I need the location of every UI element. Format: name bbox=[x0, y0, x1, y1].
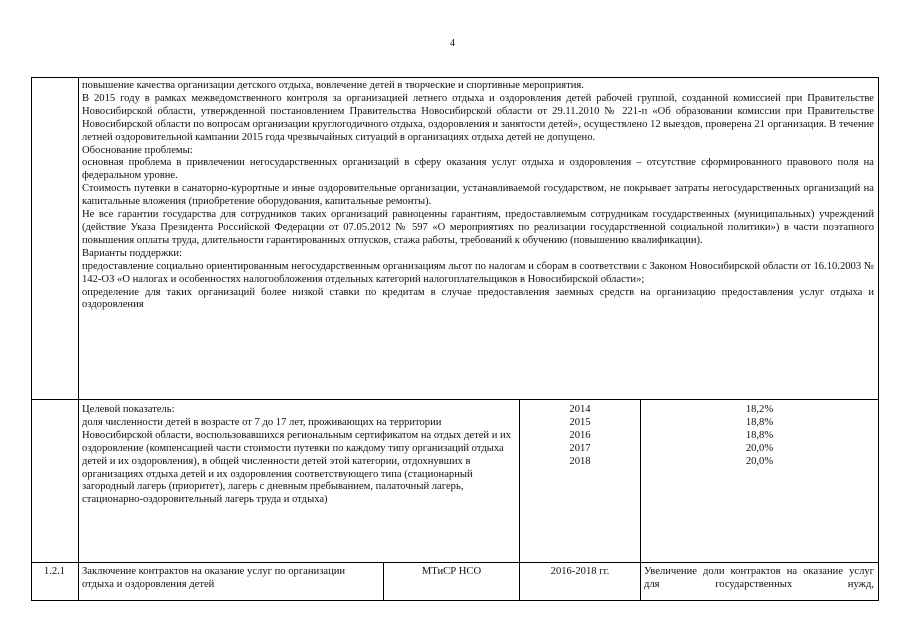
description-paragraph: Варианты поддержки: bbox=[82, 247, 183, 259]
indicator-value: 20,0% bbox=[745, 442, 774, 454]
description-paragraph: Обоснование проблемы: bbox=[82, 144, 193, 156]
table-border-left bbox=[31, 77, 32, 600]
table-col-divider-1 bbox=[78, 77, 79, 600]
indicator-year: 2015 bbox=[569, 416, 591, 428]
indicator-value: 18,2% bbox=[745, 404, 774, 415]
indicator-year: 2017 bbox=[569, 442, 591, 454]
row-period: 2016-2018 гг. bbox=[550, 566, 610, 577]
description-paragraph: предоставление социально ориентированным негосударственным организациям льгот по налогам и сборам в соответствии с Законом Новосибирской области от 16.10.2003 № 142-ОЗ «О налогах и особенностях налогообложения отдельных категорий налогоплательщиков в Новосибирской области»; bbox=[82, 260, 874, 285]
indicator-value: 18,8% bbox=[745, 416, 774, 428]
row-result: Увеличение доли контрактов на оказание услуг для государственных нужд, bbox=[644, 566, 874, 590]
table-border-top bbox=[31, 77, 879, 78]
indicator-year: 2014 bbox=[569, 404, 591, 415]
indicator-description bbox=[82, 404, 514, 507]
table-rule-1 bbox=[31, 399, 879, 400]
table-rule-2 bbox=[31, 562, 879, 563]
indicator-text: доля численности детей в возрасте от 7 до 17 лет, проживающих на территории Новосибирской области, воспользовавшихся региональным сертификатом на отдых детей и их оздоровление (компенсацией части стоимости путевки по каждому типу организаций отдыха детей и их оздоровления), в общей численности детей этой категории, отдохнувших в организациях отдыха детей и их оздоровления соответствующего типа (стационарный загородный лагерь (приоритет), лагерь с дневным пребыванием, палаточный лагерь, стационарно-оздоровительный лагерь труда и отдыха) bbox=[82, 416, 512, 506]
description-paragraph: Не все гарантии государства для сотрудников таких организаций равноценны гарантиям, предоставляемым сотрудникам государственных (муниципальных) учреждений (действие Указа Президента Российской Федерации от 07.05.2012 № 597 «О мероприятиях по реализации государственной социальной политики») в части поэтапного повышения оплаты труда, длительности гарантированных отпусков, стажа работы, требований к обучению (повышению квалификации). bbox=[82, 209, 874, 246]
row-measure: Заключение контрактов на оказание услуг по организации отдыха и оздоровления детей bbox=[82, 566, 346, 590]
indicator-year: 2016 bbox=[569, 429, 591, 441]
indicator-value: 20,0% bbox=[745, 455, 774, 467]
indicator-value: 18,8% bbox=[745, 429, 774, 441]
description-paragraph: Стоимость путевки в санаторно-курортные и иные оздоровительные организации, устанавливаемой государством, не покрывает затраты негосударственных организаций на капитальные вложения (приобретение оборудования, капитальные ремонты). bbox=[82, 183, 874, 208]
row-executor: МТиСР НСО bbox=[421, 566, 482, 577]
table-rule-bottom bbox=[31, 600, 879, 601]
indicator-years bbox=[520, 404, 640, 469]
table-border-right bbox=[878, 77, 879, 600]
description-block bbox=[82, 80, 874, 312]
indicator-year: 2018 bbox=[569, 455, 591, 467]
row-number: 1.2.1 bbox=[43, 566, 66, 577]
description-paragraph: определение для таких организаций более низкой ставки по кредитам в случае предоставления заемных средств на организацию предоставления услуг отдыха и оздоровления bbox=[82, 286, 874, 311]
page-number: 4 bbox=[450, 38, 455, 49]
indicator-label: Целевой показатель: bbox=[82, 404, 175, 415]
description-paragraph: В 2015 году в рамках межведомственного контроля за организацией летнего отдыха и оздоровления детей рабочей группой, созданной комиссией при Правительстве Новосибирской области, утвержденной постановлением Правительства Новосибирской области от 29.11.2010 № 221-п «Об образовании комиссии при Правительстве Новосибирской области по вопросам организации круглогодичного отдыха, оздоровления и занятости детей», осуществлено 12 выездов, проверена 21 организация. В течение летней оздоровительной кампании 2015 года чрезвычайных ситуаций в организациях отдыха детей не допущено. bbox=[82, 92, 874, 143]
description-paragraph: основная проблема в привлечении негосударственных организаций в сферу оказания услуг отдыха и оздоровления – отсутствие сформированного правового поля на федеральном уровне. bbox=[82, 157, 874, 182]
description-paragraph: повышение качества организации детского отдыха, вовлечение детей в творческие и спортивные мероприятия. bbox=[82, 80, 584, 91]
indicator-values bbox=[641, 404, 878, 469]
